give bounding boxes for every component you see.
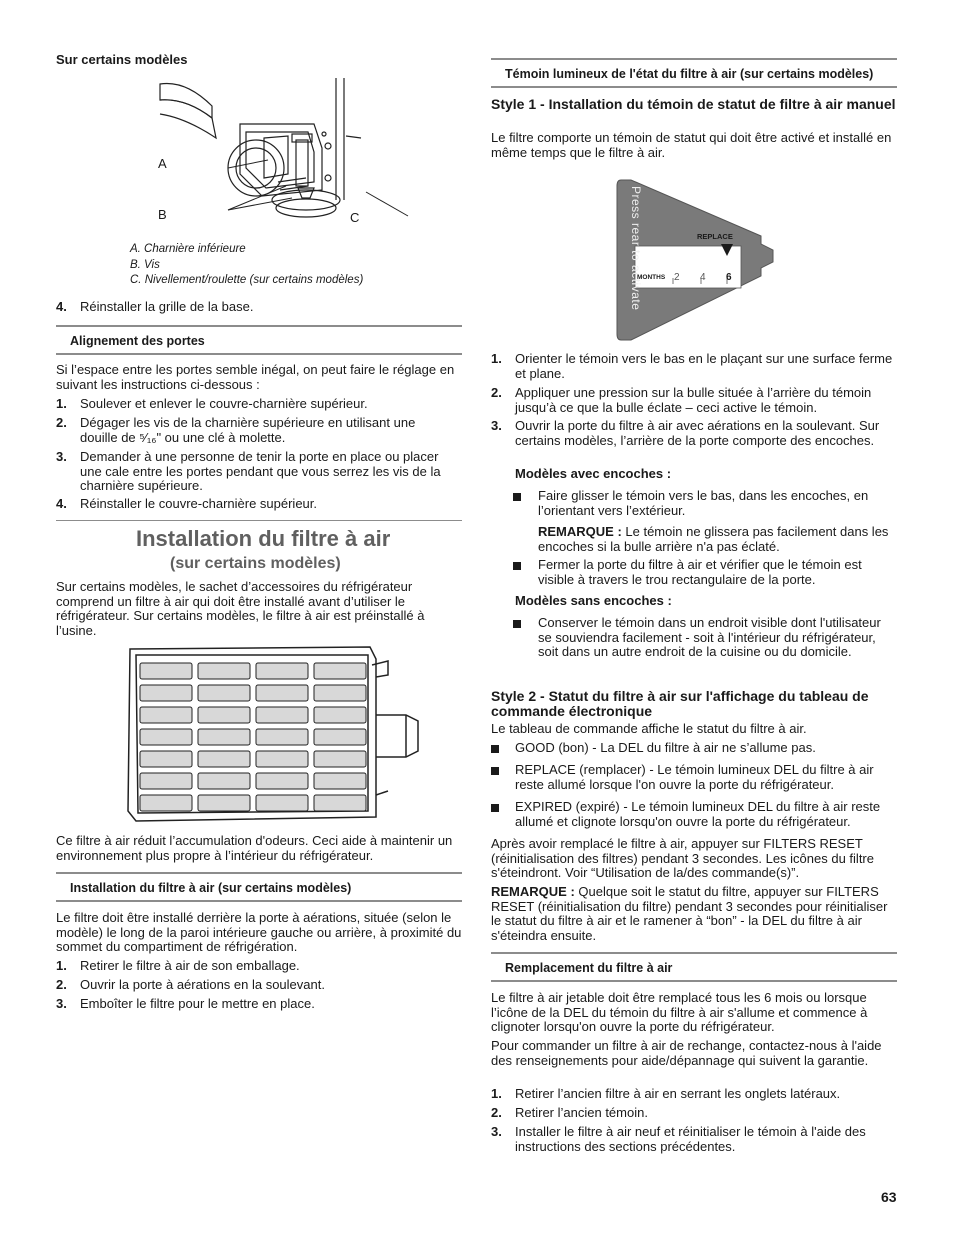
subsection-heading: Installation du filtre à air (sur certains modèles) [70, 881, 352, 895]
filter-cell [314, 773, 366, 789]
bullet-text: Conserver le témoin dans un endroit visible dont l'utilisateur se souviendra facilement - soit à l'intérieur du réfrigérateur, soit dans un autre endroit de la cuisine ou du domicile. [538, 615, 881, 659]
step-number: 2. [491, 1105, 502, 1120]
filter-cell [140, 707, 192, 723]
note-text: Le témoin ne glissera pas facilement dans les encoches si la bulle arrière n'a pas éclaté. [538, 524, 889, 554]
divider [491, 980, 897, 982]
paragraph: Si l’espace entre les portes semble inégal, on peut faire le réglage en suivant les instructions ci-dessous : [56, 362, 455, 392]
indicator-tick-label: 2 [674, 272, 680, 283]
paragraph: Après avoir remplacé le filtre à air, appuyer sur FILTERS RESET (réinitialisation des filtres) pendant 3 secondes. Les icônes du filtre s'éteindront. Voir “Utilisation de la/des commande(s)”. [491, 836, 874, 880]
indicator-side-text: Press rear to activate [629, 186, 643, 311]
filter-cell [314, 729, 366, 745]
note-label: REMARQUE : [491, 884, 575, 899]
step-text: Retirer l’ancien filtre à air en serrant les onglets latéraux. [515, 1086, 841, 1101]
step-text: Retirer le filtre à air de son emballage. [80, 958, 300, 973]
filter-cell [314, 663, 366, 679]
bullet-square-icon [513, 493, 521, 501]
air-filter-illustration [126, 645, 448, 825]
step-text: Dégager les vis de la charnière supérieure en utilisant une douille de ⁵⁄₁₆" ou une clé à molette. [80, 415, 416, 445]
divider [56, 353, 462, 355]
step-text: Emboîter le filtre pour le mettre en place. [80, 996, 315, 1011]
note-label: REMARQUE : [538, 524, 622, 539]
bullet-square-icon [513, 620, 521, 628]
hinge-label-c: C [350, 210, 360, 225]
step-number: 4. [56, 299, 67, 314]
subsection-heading: Témoin lumineux de l'état du filtre à air (sur certains modèles) [505, 67, 874, 81]
filter-cell [314, 685, 366, 701]
filter-cell [140, 795, 192, 811]
indicator-months-label: MONTHS [637, 274, 666, 281]
hinge-illustration [146, 78, 416, 228]
subsection-heading: Remplacement du filtre à air [505, 961, 673, 975]
figure-caption: B. Vis [130, 259, 160, 271]
step-text: Installer le filtre à air neuf et réinitialiser le témoin à l'aide des instructions des sections précédentes. [515, 1124, 866, 1154]
filter-cell [256, 707, 308, 723]
filter-cell [198, 685, 250, 701]
subsection-heading: Alignement des portes [70, 334, 205, 348]
style2-heading: Style 2 - Statut du filtre à air sur l'affichage du tableau de commande électronique [491, 688, 869, 719]
paragraph: Le filtre comporte un témoin de statut qui doit être activé et installé en même temps que le filtre à air. [491, 130, 892, 160]
divider [491, 952, 897, 954]
filter-cell [314, 795, 366, 811]
note [538, 525, 897, 554]
paragraph: Sur certains modèles, le sachet d’accessoires du réfrigérateur comprend un filtre à air qui doit être installé avant d’utiliser le réfrigérateur. Sur certains modèles, le filtre à air est préinstallé à l’usine. [56, 579, 425, 638]
step-number: 1. [491, 1086, 502, 1101]
page-number: 63 [881, 1189, 897, 1205]
bullet-text: Fermer la porte du filtre à air et vérifier que le témoin est visible à travers le trou rectangulaire de la porte. [538, 557, 862, 587]
step-number: 3. [56, 449, 67, 464]
step-text: Ouvrir la porte à aérations en la soulevant. [80, 977, 325, 992]
figure-caption: A. Charnière inférieure [130, 243, 246, 255]
paragraph: Ce filtre à air réduit l’accumulation d'odeurs. Ceci aide à maintenir un environnement plus propre à l’intérieur du réfrigérateur. [56, 833, 453, 863]
step-text: Demander à une personne de tenir la porte en place ou placer une cale entre les portes pendant que vous serrez les vis de la charnière supérieure. [80, 449, 441, 493]
bullet-square-icon [491, 804, 499, 812]
filter-cell [140, 751, 192, 767]
filter-cell [198, 663, 250, 679]
filter-cell [256, 729, 308, 745]
hinge-label-b: B [158, 207, 167, 222]
step-text: Réinstaller la grille de la base. [80, 299, 254, 314]
filter-cell [140, 685, 192, 701]
filter-cell [314, 707, 366, 723]
filter-cell [198, 795, 250, 811]
note-text: Quelque soit le statut du filtre, appuyer sur FILTERS RESET (réinitialisation du filtre) pendant 3 secondes pour réinitialiser le statut du filtre à air et le ramener à “bon” - la DEL du filtre à air s'éteindra ensuite. [491, 884, 888, 943]
filter-cell [198, 707, 250, 723]
step-number: 3. [56, 996, 67, 1011]
filter-cell [140, 663, 192, 679]
section-subtitle: (sur certains modèles) [170, 555, 341, 572]
divider [56, 900, 462, 902]
step-number: 1. [56, 396, 67, 411]
step-number: 1. [56, 958, 67, 973]
filter-cell [256, 773, 308, 789]
filter-cell [256, 795, 308, 811]
filter-cell [198, 773, 250, 789]
divider [491, 58, 897, 60]
bullet-text: Faire glisser le témoin vers le bas, dans les encoches, en l’orientant vers l’extérieur. [538, 488, 869, 518]
paragraph: Le filtre doit être installé derrière la porte à aérations, située (selon le modèle) le long de la paroi intérieure gauche ou arrière, à proximité du sommet du compartiment de réfrigération. [56, 910, 462, 954]
paragraph: Le filtre à air jetable doit être remplacé tous les 6 mois ou lorsque l’icône de la DEL du témoin du filtre à air s'allume et commence à clignoter lorsqu'on ouvre la porte du réfrigérateur. [491, 990, 868, 1034]
indicator-tick-label: 4 [700, 272, 706, 283]
indicator-tick-label: 6 [726, 272, 732, 283]
section-title: Installation du filtre à air [136, 526, 391, 551]
filter-cell [256, 751, 308, 767]
bullet-text: GOOD (bon) - La DEL du filtre à air ne s’allume pas. [515, 740, 816, 755]
divider [56, 325, 462, 327]
bullet-square-icon [491, 745, 499, 753]
subheading-without-notches: Modèles sans encoches : [515, 593, 672, 608]
hinge-label-a: A [158, 156, 167, 171]
step-text: Réinstaller le couvre-charnière supérieur. [80, 496, 318, 511]
figure-caption: C. Nivellement/roulette (sur certains modèles) [130, 274, 364, 286]
filter-cell [256, 685, 308, 701]
paragraph: Le tableau de commande affiche le statut du filtre à air. [491, 721, 807, 736]
step-number: 2. [56, 415, 67, 430]
filter-cell [198, 729, 250, 745]
paragraph: Pour commander un filtre à air de rechange, contactez-nous à l'aide des renseignements pour aide/dépannage qui suivent la garantie. [491, 1038, 882, 1068]
divider [56, 520, 462, 521]
step-text: Orienter le témoin vers le bas en le plaçant sur une surface ferme et plane. [515, 351, 893, 381]
bullet-square-icon [513, 562, 521, 570]
step-text: Ouvrir la porte du filtre à air avec aérations en la soulevant. Sur certains modèles, l’arrière de la porte comporte des encoches. [515, 418, 880, 448]
filter-cell [256, 663, 308, 679]
bullet-text: EXPIRED (expiré) - Le témoin lumineux DEL du filtre à air reste allumé et clignote lorsqu'on ouvre la porte du réfrigérateur. [515, 799, 881, 829]
filter-cell [314, 751, 366, 767]
style1-heading: Style 1 - Installation du témoin de statut de filtre à air manuel [491, 96, 896, 112]
filter-cell [198, 751, 250, 767]
section-heading: Sur certains modèles [56, 52, 188, 67]
step-number: 3. [491, 418, 502, 433]
filter-cell [140, 773, 192, 789]
step-number: 2. [491, 385, 502, 400]
step-number: 3. [491, 1124, 502, 1139]
divider [56, 872, 462, 874]
step-text: Retirer l’ancien témoin. [515, 1105, 648, 1120]
bullet-square-icon [491, 767, 499, 775]
bullet-text: REPLACE (remplacer) - Le témoin lumineux DEL du filtre à air reste allumé lorsque l'on ouvre la porte du réfrigérateur. [515, 762, 874, 792]
step-text: Appliquer une pression sur la bulle située à l’arrière du témoin jusqu’à ce que la bulle éclate – ceci active le témoin. [515, 385, 872, 415]
step-text: Soulever et enlever le couvre-charnière supérieur. [80, 396, 368, 411]
note [491, 885, 897, 943]
step-number: 4. [56, 496, 67, 511]
step-number: 2. [56, 977, 67, 992]
filter-cell [140, 729, 192, 745]
indicator-replace-label: REPLACE [697, 232, 733, 241]
step-number: 1. [491, 351, 502, 366]
divider [491, 86, 897, 88]
subheading-with-notches: Modèles avec encoches : [515, 466, 672, 481]
